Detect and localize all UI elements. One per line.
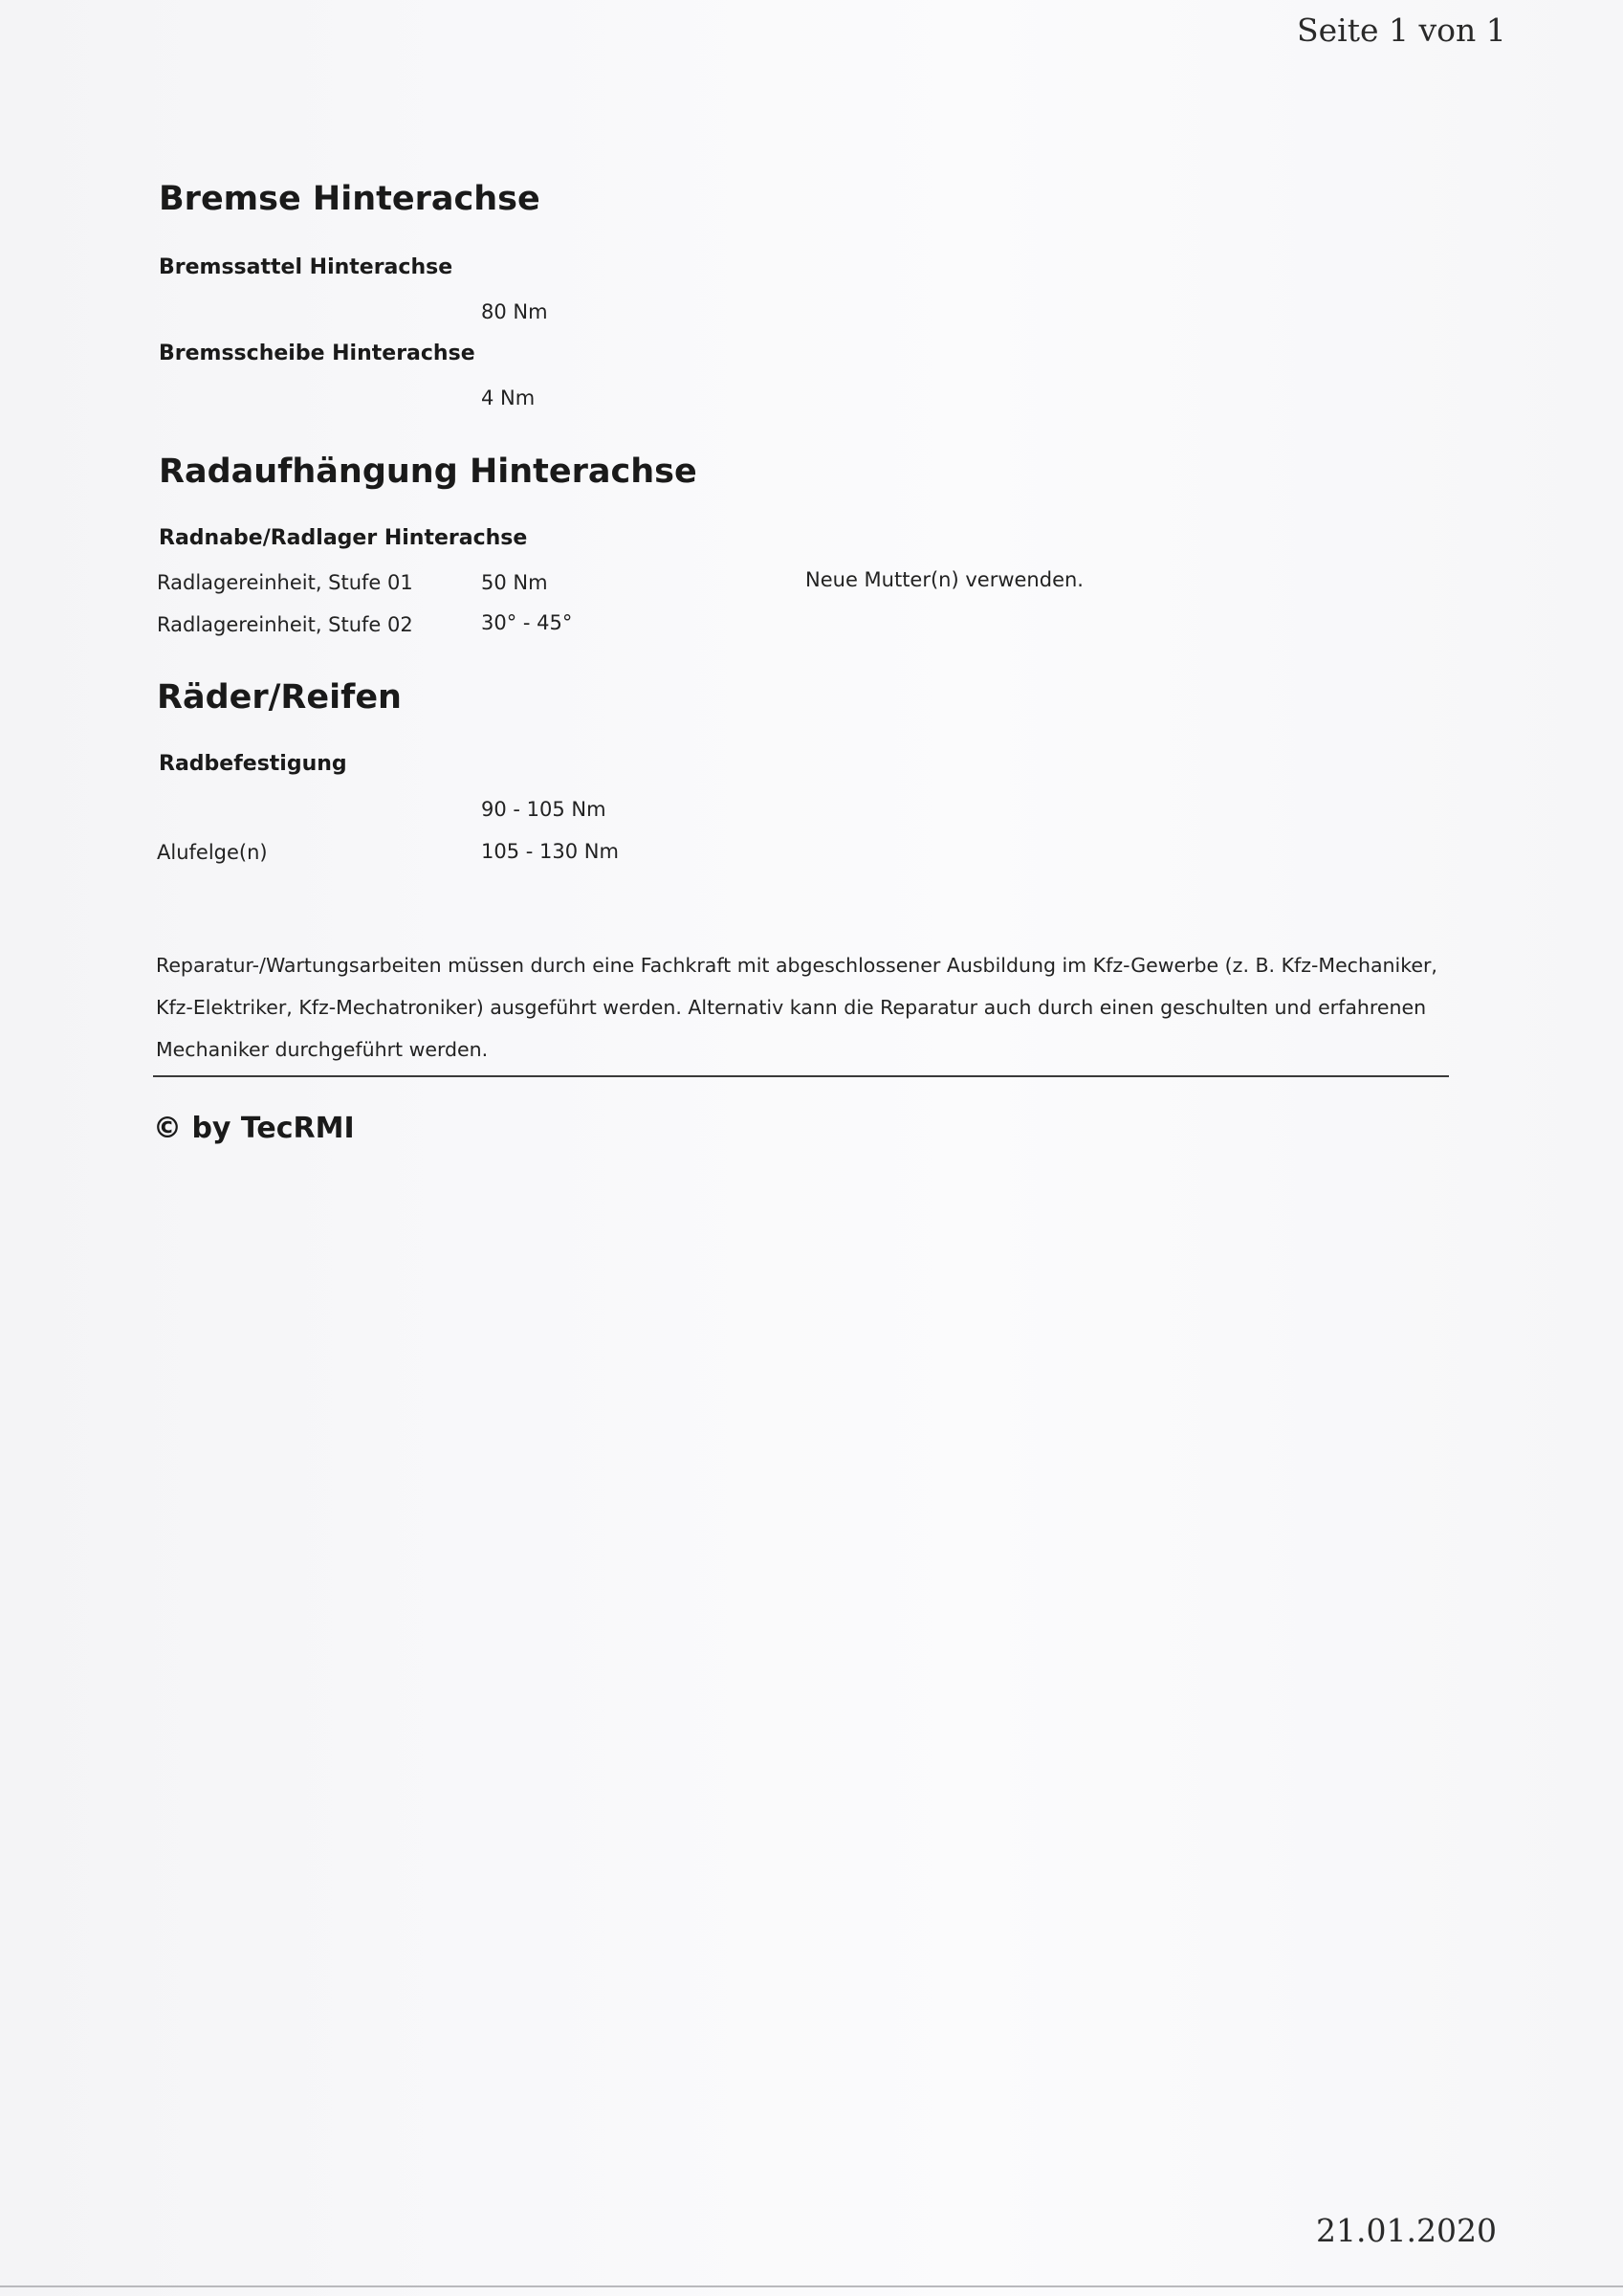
group-title-radnabe: Radnabe/Radlager Hinterachse [159,526,528,550]
label-radlager-stufe01: Radlagereinheit, Stufe 01 [157,571,413,594]
value-radbefestigung: 90 - 105 Nm [481,798,606,821]
group-title-bremsscheibe: Bremsscheibe Hinterachse [159,342,475,365]
section-title-radaufhaengung: Radaufhängung Hinterachse [159,453,697,491]
group-title-bremssattel: Bremssattel Hinterachse [159,255,453,279]
value-alufelge: 105 - 130 Nm [481,840,619,863]
repair-notice: Reparatur-/Wartungsarbeiten müssen durch eine Fachkraft mit abgeschlossener Ausbildung im Kfz-Gewerbe (z. B. Kfz-Mechaniker, Kfz-Elektriker, Kfz-Mechatroniker) ausgeführt werden. Alternativ kann die Reparatur auch durch einen geschulten und erfahrenen Mechaniker durchgeführt werden. [156,954,1437,1061]
copyright: © by TecRMI [153,1112,355,1145]
value-bremssattel: 80 Nm [481,300,548,323]
group-title-radbefestigung: Radbefestigung [159,752,347,776]
divider [153,1075,1449,1077]
value-bremsscheibe: 4 Nm [481,386,536,409]
section-title-bremse: Bremse Hinterachse [159,180,540,218]
section-title-raeder: Räder/Reifen [157,678,402,717]
value-radlager-stufe02: 30° - 45° [481,611,573,634]
label-radlager-stufe02: Radlagereinheit, Stufe 02 [157,613,413,636]
page-bottom-edge [0,2285,1623,2287]
note-radlager-stufe01: Neue Mutter(n) verwenden. [805,568,1084,591]
page-number: Seite 1 von 1 [1297,11,1506,49]
value-radlager-stufe01: 50 Nm [481,571,548,594]
label-alufelge: Alufelge(n) [157,841,268,864]
footer-date: 21.01.2020 [1316,2212,1497,2249]
